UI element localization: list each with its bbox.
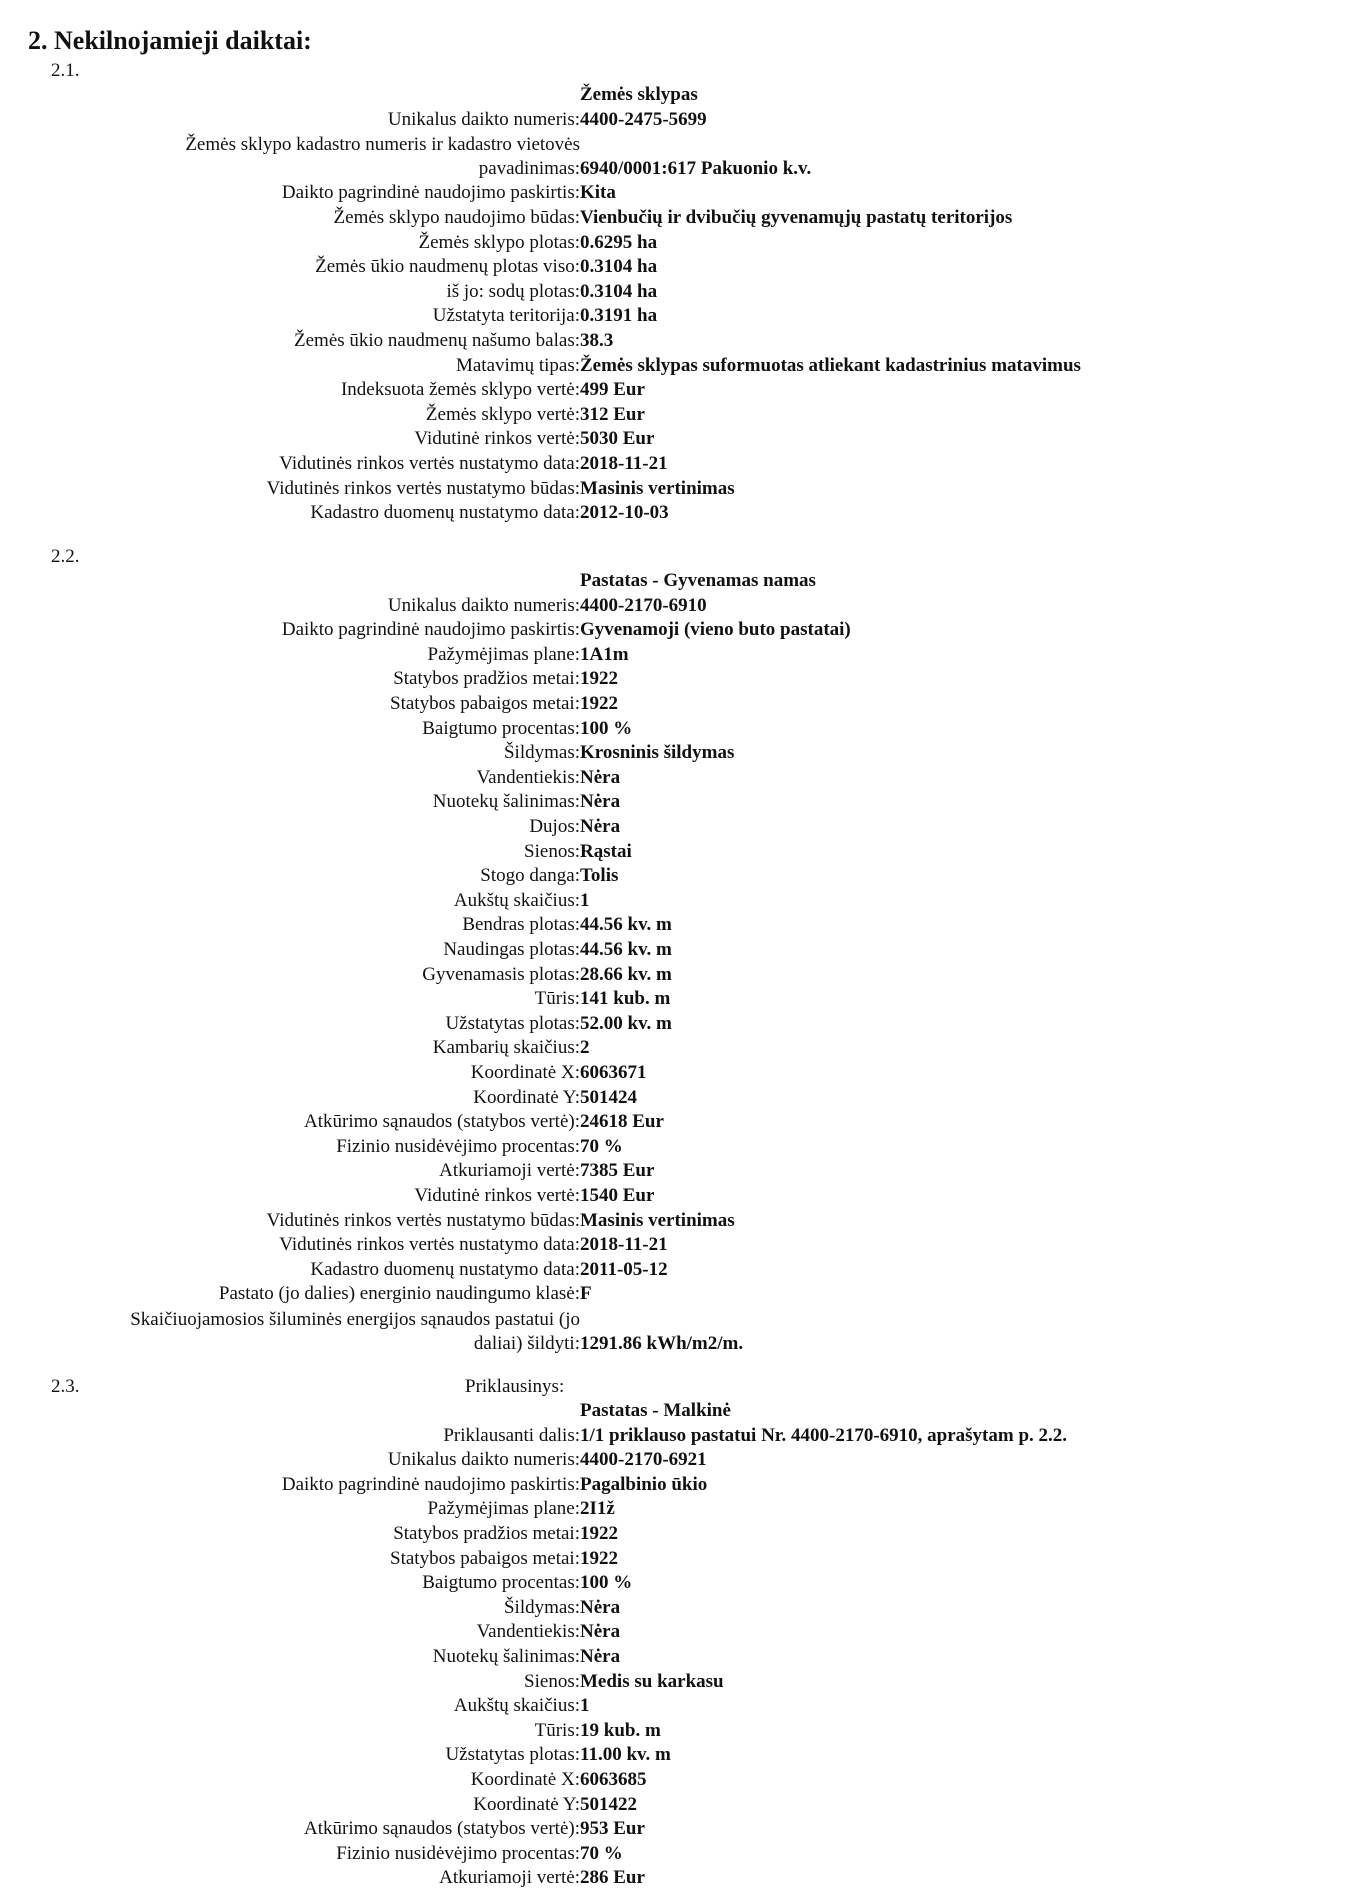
field-value: Nėra [580, 766, 621, 788]
field-value: 1 [580, 889, 590, 911]
field-row [0, 767, 1365, 791]
section-pre-title: Priklausinys: [465, 1376, 565, 1397]
field-label: Matavimų tipas: [455, 354, 580, 376]
field-row [0, 1867, 1365, 1891]
field-row [0, 1794, 1365, 1818]
field-value: 0.6295 ha [580, 231, 658, 253]
field-row [0, 1695, 1365, 1719]
field-label: Stogo danga: [480, 865, 580, 887]
field-label: Vidutinė rinkos vertė: [414, 428, 580, 450]
field-row [0, 1160, 1365, 1184]
field-value: 5030 Eur [580, 428, 655, 450]
field-label: Aukštų skaičius: [453, 889, 580, 911]
field-row [0, 1548, 1365, 1572]
field-value: 44.56 kv. m [580, 939, 672, 960]
field-row [0, 595, 1365, 619]
field-label: daliai) šildyti: [473, 1332, 580, 1354]
field-value: 2I1ž [580, 1498, 615, 1520]
field-label: Žemės sklypo naudojimo būdas: [333, 207, 580, 228]
field-label: Užstatytas plotas: [445, 1012, 580, 1034]
field-label: Atkuriamoji vertė: [439, 1160, 580, 1182]
field-value: 286 Eur [580, 1867, 645, 1889]
field-value: 2 [580, 1037, 590, 1059]
field-row [0, 1308, 1365, 1357]
field-row [0, 964, 1365, 988]
field-label: Vidutinė rinkos vertė: [414, 1185, 580, 1206]
field-row [0, 1210, 1365, 1234]
field-row [0, 1498, 1365, 1522]
field-value: Pagalbinio ūkio [580, 1473, 708, 1495]
field-row [0, 1087, 1365, 1111]
field-row [0, 232, 1365, 256]
field-label-line1: Žemės sklypo kadastro numeris ir kadastro vietovės [185, 133, 580, 155]
field-value: Vienbučių ir dvibučių gyvenamųjų pastatų teritorijos [580, 207, 1013, 228]
field-label: Vidutinės rinkos vertės nustatymo data: [279, 1234, 580, 1256]
field-value: 28.66 kv. m [580, 963, 672, 985]
field-row [0, 256, 1365, 280]
field-value: 1540 Eur [580, 1185, 655, 1206]
field-label-line1: Skaičiuojamosios šiluminės energijos sąnaudos pastatui (jo [130, 1308, 580, 1330]
field-value: 0.3191 ha [580, 305, 658, 327]
field-value: 141 kub. m [580, 988, 671, 1010]
field-label: Vidutinės rinkos vertės nustatymo data: [279, 453, 580, 474]
field-row [0, 742, 1365, 766]
field-row [0, 1136, 1365, 1160]
field-value: 38.3 [580, 330, 614, 351]
field-label: Kambarių skaičius: [432, 1037, 580, 1059]
field-value: Medis su karkasu [580, 1670, 724, 1692]
section-title: Žemės sklypas [580, 84, 698, 105]
field-value: Nėra [580, 816, 621, 837]
section-number: 2.2. [51, 546, 80, 567]
field-value: 312 Eur [580, 403, 645, 425]
field-label: Žemės sklypo vertė: [425, 403, 580, 425]
page-heading: 2. Nekilnojamieji daiktai: [28, 26, 312, 55]
field-row [0, 1449, 1365, 1473]
field-label: Užstatyta teritorija: [432, 305, 580, 327]
field-value: Gyvenamoji (vieno buto pastatai) [580, 619, 851, 641]
field-label: Sienos: [524, 840, 580, 862]
field-label: Žemės sklypo plotas: [418, 231, 580, 253]
field-label: pavadinimas: [478, 157, 580, 179]
section-number: 2.3. [51, 1376, 80, 1397]
field-label: Atkūrimo sąnaudos (statybos vertė): [304, 1818, 580, 1840]
field-row [0, 1769, 1365, 1793]
field-label: Kadastro duomenų nustatymo data: [310, 1258, 580, 1280]
field-value: Kita [580, 182, 616, 204]
field-row [0, 1185, 1365, 1209]
field-value: 2018-11-21 [580, 453, 668, 474]
field-row [0, 890, 1365, 914]
field-value: F [580, 1283, 592, 1305]
field-row [0, 1013, 1365, 1037]
field-row [0, 1283, 1365, 1307]
field-row [0, 914, 1365, 938]
field-value: 2011-05-12 [580, 1258, 668, 1280]
field-value: 499 Eur [580, 379, 645, 401]
field-row [0, 718, 1365, 742]
field-label: Statybos pabaigos metai: [390, 693, 580, 714]
field-label: Statybos pabaigos metai: [390, 1547, 580, 1569]
field-label: Statybos pradžios metai: [393, 1523, 580, 1544]
field-row [0, 1646, 1365, 1670]
field-row [0, 502, 1365, 526]
field-row [0, 1720, 1365, 1744]
field-label: Kadastro duomenų nustatymo data: [310, 502, 580, 524]
field-label: Dujos: [529, 816, 580, 837]
field-label: Aukštų skaičius: [453, 1695, 580, 1717]
field-row [0, 109, 1365, 133]
field-label: Atkuriamoji vertė: [439, 1867, 580, 1889]
field-value: 70 % [580, 1842, 623, 1864]
field-row [0, 379, 1365, 403]
field-value: 501424 [580, 1086, 637, 1108]
field-row [0, 619, 1365, 643]
field-value: 1922 [580, 693, 618, 714]
field-label: Unikalus daikto numeris: [387, 108, 580, 130]
field-row [0, 404, 1365, 428]
field-row [0, 939, 1365, 963]
field-value: 1 [580, 1695, 590, 1717]
field-label: Unikalus daikto numeris: [387, 1449, 580, 1471]
field-value: 0.3104 ha [580, 256, 658, 278]
field-value: 11.00 kv. m [580, 1744, 671, 1766]
field-row [0, 1597, 1365, 1621]
field-value: 2018-11-21 [580, 1234, 668, 1256]
field-label: Gyvenamasis plotas: [422, 963, 580, 985]
field-label: Šildymas: [503, 742, 580, 764]
field-value: 2012-10-03 [580, 502, 669, 524]
field-row [0, 668, 1365, 692]
field-label: Statybos pradžios metai: [393, 668, 580, 690]
field-row [0, 1572, 1365, 1596]
field-value: Rąstai [580, 840, 632, 862]
field-row [0, 816, 1365, 840]
field-value: 7385 Eur [580, 1160, 655, 1182]
field-value: 1922 [580, 1547, 618, 1569]
field-value: 0.3104 ha [580, 280, 658, 302]
field-label: Nuotekų šalinimas: [432, 1646, 580, 1667]
field-value: Nėra [580, 791, 621, 813]
field-row [0, 1425, 1365, 1449]
field-row [0, 1111, 1365, 1135]
field-label: Pažymėjimas plane: [427, 643, 580, 665]
field-row [0, 1523, 1365, 1547]
field-label: Koordinatė X: [470, 1769, 580, 1790]
field-value: Nėra [580, 1621, 621, 1643]
field-row [0, 133, 1365, 182]
field-value: 52.00 kv. m [580, 1012, 672, 1034]
field-label: Fizinio nusidėvėjimo procentas: [336, 1842, 580, 1864]
field-row [0, 841, 1365, 865]
field-label: Naudingas plotas: [443, 939, 580, 960]
field-value: 6940/0001:617 Pakuonio k.v. [580, 157, 812, 179]
field-value: Nėra [580, 1646, 621, 1667]
field-label: Pažymėjimas plane: [427, 1498, 580, 1520]
field-row [0, 988, 1365, 1012]
field-row [0, 355, 1365, 379]
field-row [0, 478, 1365, 502]
field-label: Vandentiekis: [476, 766, 580, 788]
field-label: Fizinio nusidėvėjimo procentas: [336, 1135, 580, 1157]
field-label: iš jo: sodų plotas: [446, 280, 580, 302]
field-row [0, 453, 1365, 477]
field-value: 24618 Eur [580, 1111, 664, 1133]
field-label: Unikalus daikto numeris: [387, 594, 580, 616]
section-number: 2.1. [51, 60, 80, 81]
field-label: Pastato (jo dalies) energinio naudingumo klasė: [218, 1283, 580, 1305]
field-row [0, 644, 1365, 668]
field-row [0, 305, 1365, 329]
field-row [0, 207, 1365, 231]
field-label: Koordinatė X: [470, 1062, 580, 1083]
field-row [0, 865, 1365, 889]
field-label: Baigtumo procentas: [422, 717, 580, 739]
field-value: 1291.86 kWh/m2/m. [580, 1332, 744, 1354]
field-value: 4400-2170-6921 [580, 1449, 707, 1471]
field-value: 4400-2475-5699 [580, 108, 707, 130]
field-label: Vidutinės rinkos vertės nustatymo būdas: [266, 1209, 580, 1231]
field-value: 501422 [580, 1793, 637, 1815]
field-label: Žemės ūkio naudmenų plotas viso: [315, 256, 580, 278]
field-label: Sienos: [524, 1670, 580, 1692]
field-label: Koordinatė Y: [473, 1086, 580, 1108]
field-row [0, 1259, 1365, 1283]
field-row [0, 1062, 1365, 1086]
field-label: Baigtumo procentas: [422, 1572, 580, 1594]
field-label: Koordinatė Y: [473, 1793, 580, 1815]
field-label: Vandentiekis: [476, 1621, 580, 1643]
field-value: 44.56 kv. m [580, 914, 672, 936]
field-value: 4400-2170-6910 [580, 594, 707, 616]
field-value: Tolis [580, 865, 619, 887]
field-value: 100 % [580, 717, 633, 739]
field-label: Tūris: [534, 1719, 580, 1741]
field-label: Priklausanti dalis: [443, 1424, 580, 1446]
field-label: Užstatytas plotas: [445, 1744, 580, 1766]
field-row [0, 1671, 1365, 1695]
field-label: Bendras plotas: [462, 914, 580, 936]
field-row [0, 281, 1365, 305]
field-row [0, 1818, 1365, 1842]
section-title: Pastatas - Malkinė [580, 1400, 731, 1421]
field-value: 100 % [580, 1572, 633, 1594]
field-value: 19 kub. m [580, 1719, 661, 1741]
field-value: 1922 [580, 1523, 618, 1544]
field-row [0, 182, 1365, 206]
field-row [0, 1234, 1365, 1258]
field-row [0, 330, 1365, 354]
field-row [0, 428, 1365, 452]
field-label: Atkūrimo sąnaudos (statybos vertė): [304, 1111, 580, 1133]
field-value: Nėra [580, 1596, 621, 1618]
field-label: Daikto pagrindinė naudojimo paskirtis: [281, 1473, 580, 1495]
section-title: Pastatas - Gyvenamas namas [580, 570, 816, 591]
field-row [0, 1474, 1365, 1498]
field-value: Krosninis šildymas [580, 742, 735, 764]
field-label: Tūris: [534, 988, 580, 1010]
field-label: Daikto pagrindinė naudojimo paskirtis: [281, 619, 580, 641]
field-value: 1A1m [580, 643, 629, 665]
field-value: 70 % [580, 1135, 623, 1157]
field-value: 6063685 [580, 1769, 647, 1790]
field-value: 6063671 [580, 1062, 647, 1083]
field-value: Žemės sklypas suformuotas atliekant kadastrinius matavimus [580, 354, 1081, 376]
field-row [0, 1744, 1365, 1768]
field-value: Masinis vertinimas [580, 477, 735, 499]
field-value: Masinis vertinimas [580, 1209, 735, 1231]
field-row [0, 1037, 1365, 1061]
field-row [0, 791, 1365, 815]
field-value: 1/1 priklauso pastatui Nr. 4400-2170-6910, aprašytam p. 2.2. [580, 1424, 1068, 1446]
field-row [0, 1621, 1365, 1645]
field-value: 953 Eur [580, 1818, 645, 1840]
field-row [0, 1843, 1365, 1867]
field-label: Daikto pagrindinė naudojimo paskirtis: [281, 182, 580, 204]
field-label: Šildymas: [503, 1596, 580, 1618]
field-row [0, 693, 1365, 717]
field-value: 1922 [580, 668, 618, 690]
field-label: Indeksuota žemės sklypo vertė: [340, 379, 580, 401]
field-label: Žemės ūkio naudmenų našumo balas: [294, 330, 580, 351]
field-label: Nuotekų šalinimas: [432, 791, 580, 813]
field-label: Vidutinės rinkos vertės nustatymo būdas: [266, 477, 580, 499]
